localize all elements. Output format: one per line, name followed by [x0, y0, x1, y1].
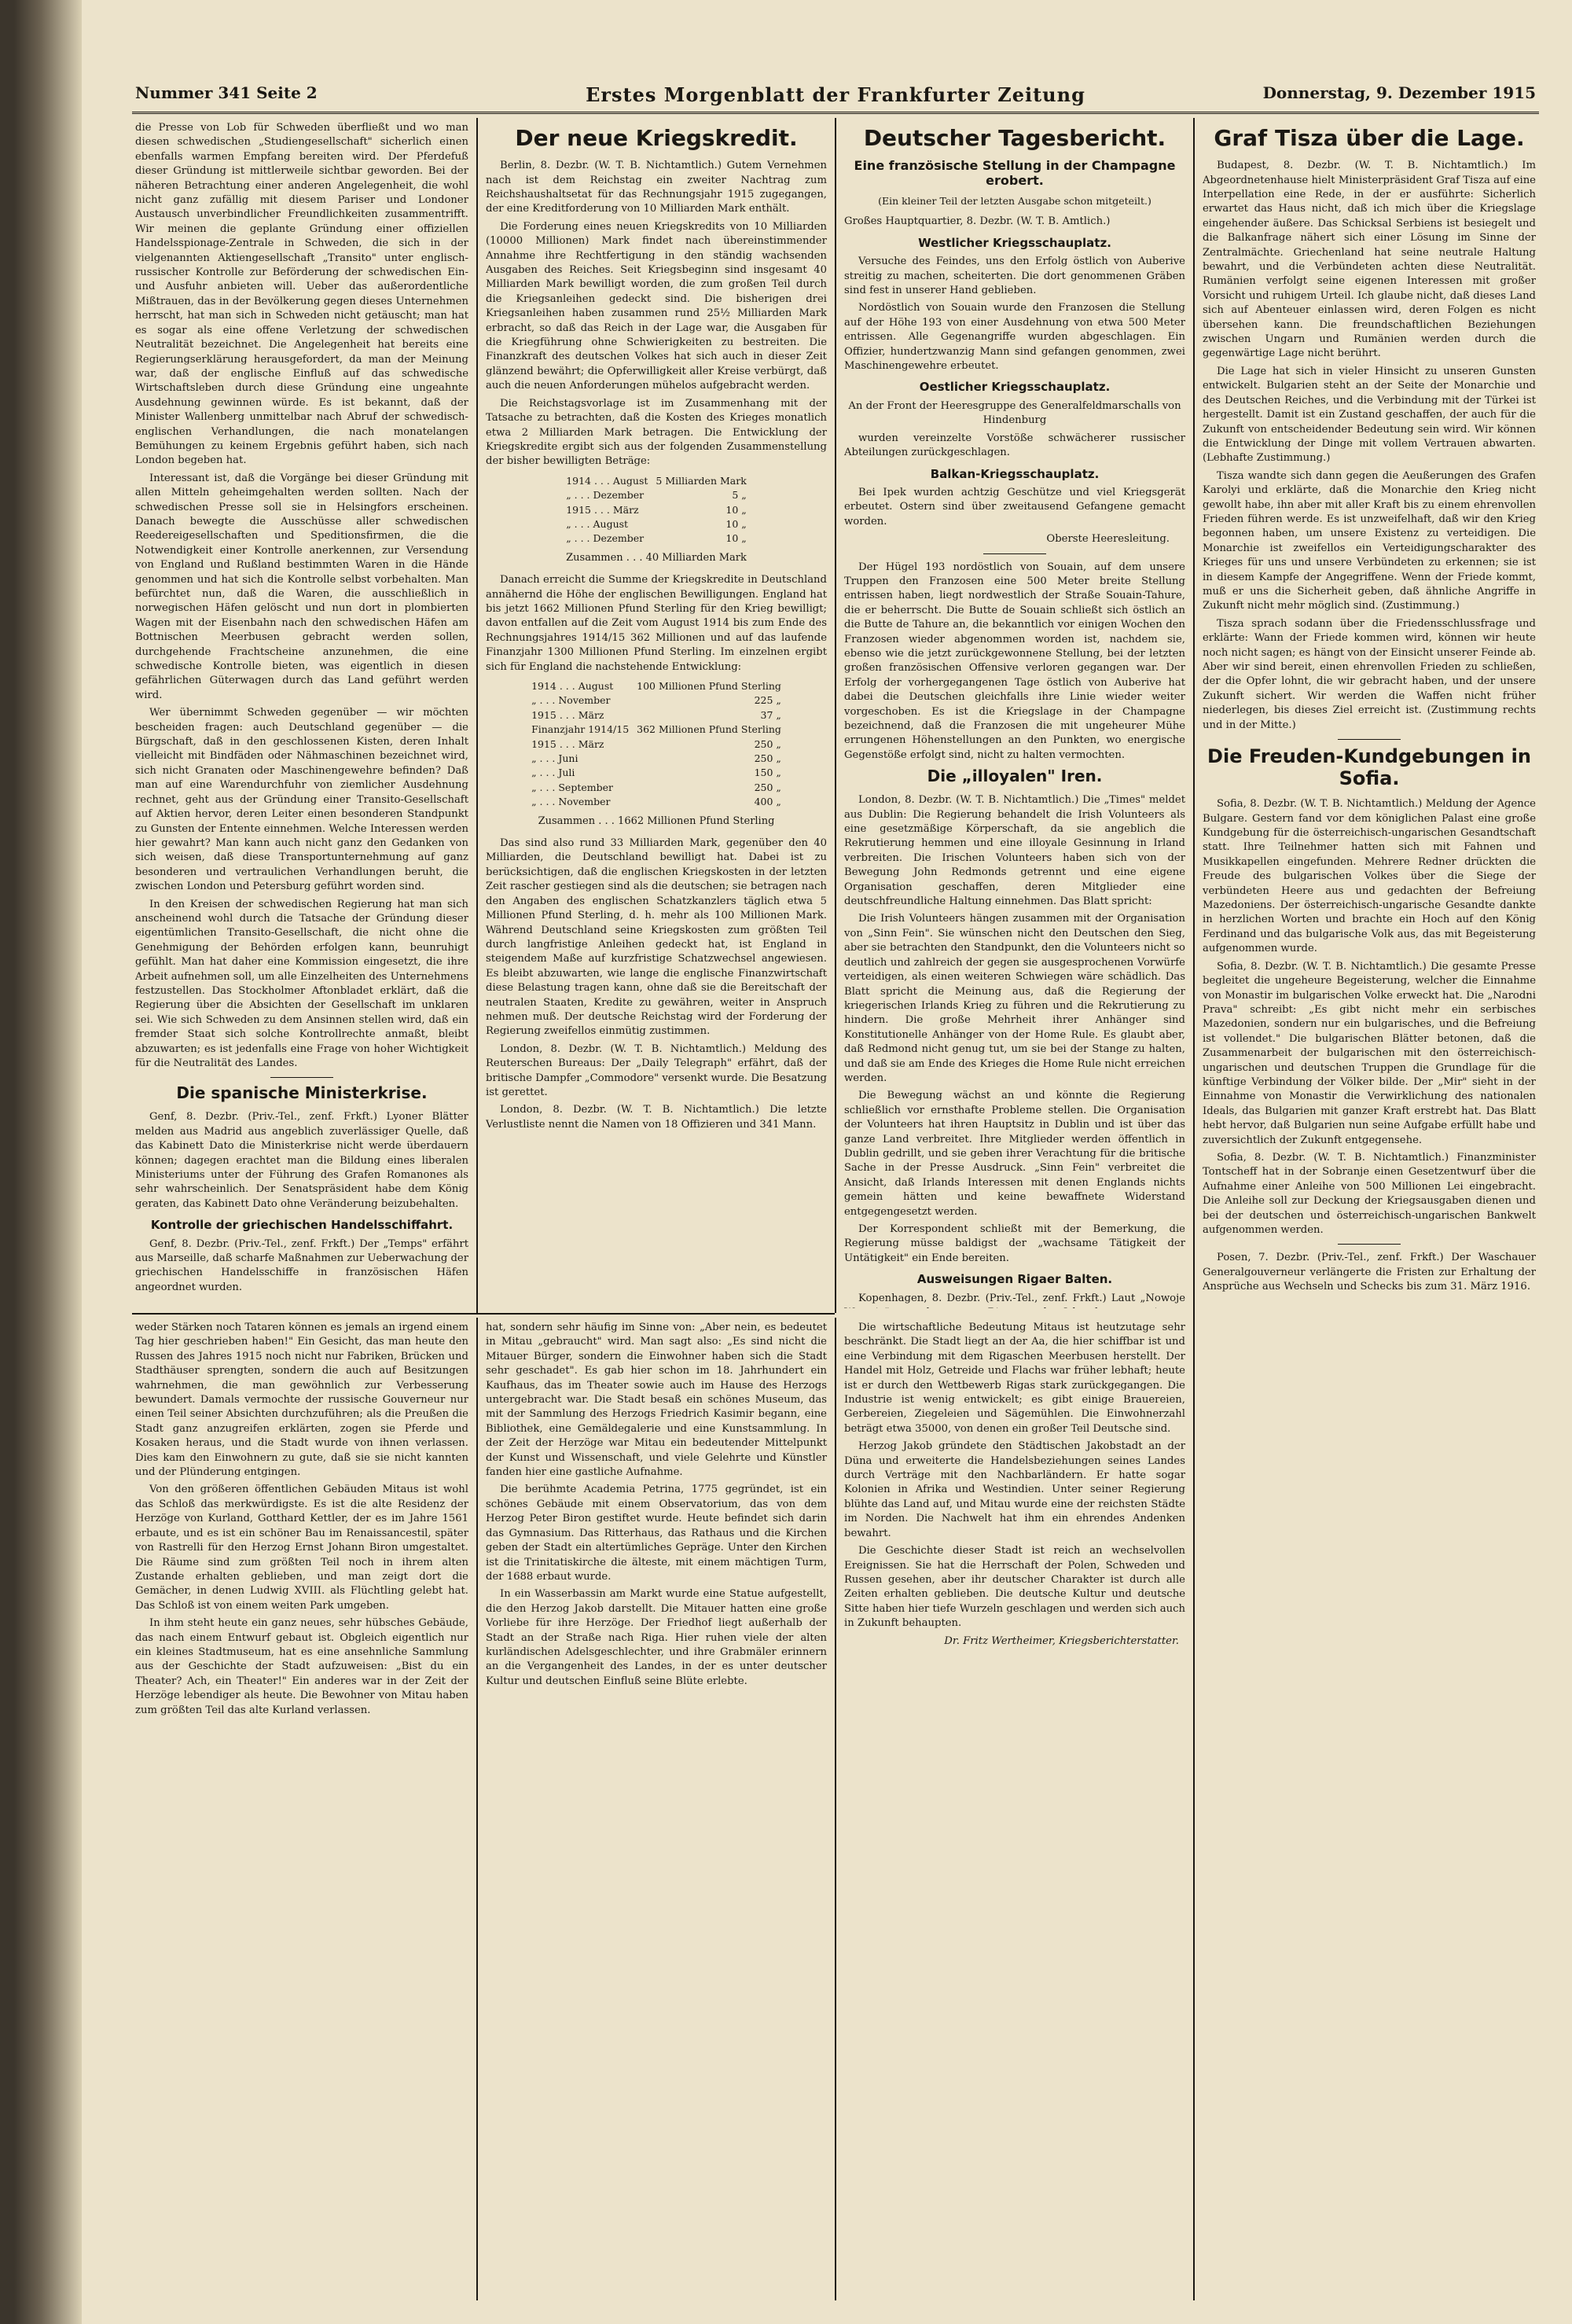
- feuilleton-column-2: [486, 1321, 827, 2299]
- article-text: Wer übernimmt Schweden gegenüber — wir möchten bescheiden fragen: auch Deutschland gegenüber — die Bürgschaft, daß in den geschlossenen Kisten, deren Inhalt vielleicht mit Bindfäden oder Nähmaschinen bezeichnet wird, sich nicht Granaten oder Maschinengewehre befinden? Daß man auf eine Warendurchfuhr von ziemlicher Ausdehnung rechnet, geht aus der Gründung einer Transito-Gesellschaft auf Aktien hervor, deren Leiter einen besonderen Standpunkt zu Gunsten der Entente einnehmen. Welche Interessen werden hier gewahrt? Man kann auch nicht ganz den Gedanken von sich weisen, daß diese Transportunternehmung auf ganz besonderen und vertraulichen Verhandlungen beruht, die zwischen London und Petersburg geführt worden sind.: [135, 707, 468, 893]
- article-text: hat, sondern sehr häufig im Sinne von: „Aber nein, es bedeutet in Mitau „gebraucht" wird. Man sagt also: „Es sind nicht die Mitauer Bürger, sondern die Einwohner haben sich die Stadt sehr geschadet". Es gab hier schon im 18. Jahrhundert ein Kaufhaus, das im Theater sowie auch im Hause des Herzogs untergebracht war. Die Stadt besaß ein schönes Museum, das mit der Sammlung des Herzogs Friedrich Kasimir begann, eine Bibliothek, eine Gemäldegalerie und eine Kunstsammlung. In der Zeit der Herzöge war Mitau ein bedeutender Mittelpunkt der Kunst und Wissenschaft, und viele Gelehrte und Künstler fanden hier eine gastliche Aufnahme.: [486, 1322, 827, 1479]
- table-cell: „ . . . November: [531, 796, 611, 808]
- headline-war-credit: Der neue Kriegskredit.: [515, 125, 798, 151]
- article-text: Der Korrespondent schließt mit der Bemerkung, die Regierung müsse baldigst der „wachsame Tätigkeit der Untätigkeit" ein Ende bereiten.: [844, 1223, 1185, 1264]
- article-text: Tisza wandte sich dann gegen die Aeußerungen des Grafen Karolyi und erklärte, daß die Monarchie den Krieg nicht gewollt habe, ihn aber mit aller Kraft bis zu einem ehrenvollen Frieden führen werde. Es ist unzweifelhaft, daß wir den Krieg begonnen haben, um unsere Existenz zu verteidigen. Die Monarchie ist zweifellos ein Verteidigungscharakter des Krieges für uns und unsere Verbündeten zu erkennen; sie ist in diesem Kampfe der Angegriffene. Wenn der Friede kommt, muß er uns die Sicherheit geben, daß ähnliche Angriffe in Zukunft nicht mehr möglich sind. (Zustimmung.): [1203, 469, 1536, 612]
- table-row: [527, 766, 785, 780]
- newspaper-page: [14, 0, 1572, 2324]
- headline-irish: Die „illoyalen" Iren.: [927, 767, 1103, 786]
- column-rule: [835, 118, 836, 1313]
- table-cell: 5 Milliarden Mark: [656, 474, 747, 487]
- separator: [270, 1077, 333, 1078]
- headline-spain: Die spanische Ministerkrise.: [176, 1083, 428, 1103]
- table-cell: Finanzjahr 1914/15: [531, 723, 630, 736]
- table-row: [527, 752, 785, 766]
- headline-tisza: Graf Tisza über die Lage.: [1214, 125, 1525, 151]
- table-cell: 1915 . . . März: [566, 503, 639, 516]
- feuilleton-column-3: [844, 1321, 1185, 2299]
- article-text: Die Reichstagsvorlage ist im Zusammenhang mit der Tatsache zu betrachten, daß die Kosten des Krieges monatlich etwa 2 Milliarden Mark betragen. Die Entwicklung der Kriegskredite ergibt sich aus der folgenden Zusammenstellung der bisher bewilligten Beträge:: [486, 397, 827, 468]
- article-text: Von den größeren öffentlichen Gebäuden Mitaus ist wohl das Schloß das merkwürdigste. Es ist die alte Residenz der Herzöge von Kurland, Gotthard Kettler, der es im Jahre 1561 erbaute, und es ist ein schöner Bau im Renaissancestil, später von Rastrelli für den Herzog Ernst Johann Biron umgestaltet. Die Räume sind zum größten Teil noch in ihrem alten Zustande erhalten geblieben, und man zeigt dort die Gemächer, in denen Ludwig XVIII. als Flüchtling gelebt hat. Das Schloß ist von einem weiten Park umgeben.: [135, 1484, 468, 1612]
- column-1: [135, 121, 468, 1308]
- table-row: [562, 488, 751, 502]
- article-text: Bei Ipek wurden achtzig Geschütze und viel Kriegsgerät erbeutet. Ostern sind über zweitausend Gefangene gemacht worden.: [844, 486, 1185, 528]
- article-text: Die Geschichte dieser Stadt ist reich an wechselvollen Ereignissen. Sie hat die Herrschaft der Polen, Schweden und Russen gesehen, aber ihr deutscher Charakter ist durch alle Zeiten erhalten geblieben. Die deutsche Kultur und deutsche Sitte haben hier tiefe Wurzeln geschlagen und werden sich auch in Zukunft behaupten.: [844, 1545, 1185, 1630]
- table-cell: „ . . . August: [566, 517, 629, 530]
- section-rule: [132, 1313, 835, 1315]
- table-row: [562, 517, 751, 531]
- newspaper-sheet: [132, 75, 1539, 2308]
- table-cell: „ . . . Dezember: [566, 532, 645, 545]
- section-heading: Balkan-Kriegsschauplatz.: [930, 466, 1100, 481]
- article-text: Die wirtschaftliche Bedeutung Mitaus ist heutzutage sehr beschränkt. Die Stadt liegt an der Aa, die hier schiffbar ist und eine Verbindung mit dem Rigaschen Meerbusen herstellt. Der Handel mit Holz, Getreide und Flachs war früher lebhaft; heute ist er durch den Wettbewerb Rigas stark zurückgegangen. Die Industrie ist wenig entwickelt; es gibt einige Brauereien, Gerbereien, Ziegeleien und Sägemühlen. Die Einwohnerzahl beträgt etwa 35000, von denen ein großer Teil Deutsche sind.: [844, 1322, 1185, 1435]
- table-row: [527, 737, 785, 752]
- article-text: Tisza sprach sodann über die Friedensschlussfrage und erklärte: Wann der Friede kommen wird, können wir heute noch nicht sagen; es hängt von der Einsicht unserer Feinde ab. Aber wir sind bereit, einen ehrenvollen Frieden zu schließen, der die Opfer lohnt, die wir gebracht haben, und der unsere Zukunft sichert. Wir werden die Waffen nicht früher niederlegen, bis dieses Ziel erreicht ist. (Zustimmung rechts und in der Mitte.): [1203, 617, 1536, 731]
- article-text: wurden vereinzelte Vorstöße schwächerer russischer Abteilungen zurückgeschlagen.: [844, 432, 1185, 459]
- table-cell: 10 „: [725, 532, 747, 545]
- article-text: London, 8. Dezbr. (W. T. B. Nichtamtlich.) Die letzte Verlustliste nennt die Namen von 18 Offizieren und 341 Mann.: [486, 1104, 827, 1131]
- credit-table-germany: [562, 474, 751, 546]
- article-text: Sofia, 8. Dezbr. (W. T. B. Nichtamtlich.) Die gesamte Presse begleitet die ungeheure Begeisterung, welcher die Einnahme von Monastir im bulgarischen Volke erweckt hat. Die „Narodni Prava" schreibt: „Es gibt nicht mehr ein serbisches Mazedonien, sondern nur ein bulgarisches, und die Befreiung ist vollendet." Die bulgarischen Blätter betonen, daß die Zusammenarbeit der bulgarischen mit den österreichisch-ungarischen und deutschen Truppen die Grundlage für die künftige Verbindung der Völker bilde. Der „Mir" sieht in der Einnahme von Monastir die Verwirklichung des nationalen Ideals, das Bulgarien mit ganzer Kraft erstrebt hat. Das Blatt hebt hervor, daß Bulgarien nun seine Aufgabe erfüllt habe und zuversichtlich der Zukunft entgegensehe.: [1203, 960, 1536, 1146]
- article-text: Sofia, 8. Dezbr. (W. T. B. Nichtamtlich.) Meldung der Agence Bulgare. Gestern fand vor dem königlichen Palast eine große Kundgebung für die österreichisch-ungarischen Gesandtschaft statt. Ihre Teilnehmer hatten sich mit Fahnen und Musikkapellen eingefunden. Mehrere Redner drückten die Freude des bulgarischen Volkes über die Siege der verbündeten Heere aus und gedachten der Befreiung Mazedoniens. Der österreichisch-ungarische Gesandte dankte in herzlichen Worten und brachte ein Hoch auf den König Ferdinand und das bulgarische Volk aus, das mit Begeisterung aufgenommen wurde.: [1203, 798, 1536, 955]
- issue-date: Donnerstag, 9. Dezember 1915: [1262, 83, 1536, 102]
- article-text: Budapest, 8. Dezbr. (W. T. B. Nichtamtlich.) Im Abgeordnetenhause hielt Ministerpräsident Graf Tisza auf eine Interpellation eine Rede, in der er ausführte: Sicherlich erwartet das Haus nicht, daß ich mich über die Kriegslage eingehender äußere. Das Schicksal Serbiens ist besiegelt und die Balkanfrage nähert sich einer Lösung im Sinne der Zentralmächte. Griechenland hat seine neutrale Haltung bewahrt, und die Verbündeten achten diese Neutralität. Rumänien verfolgt seine eigenen Interessen mit großer Vorsicht und ruhigem Urteil. Ich glaube nicht, daß dieses Land sich auf Abenteuer einlassen wird, deren Folgen es nicht übersehen kann. Die freundschaftlichen Beziehungen zwischen Ungarn und Rumänien werden durch die gegenwärtige Lage nicht berührt.: [1203, 160, 1536, 360]
- table-cell: 225 „: [754, 694, 781, 707]
- column-4: [1203, 121, 1536, 2299]
- credit-table-england: [527, 679, 785, 810]
- dateline: Großes Hauptquartier, 8. Dezbr. (W. T. B. Amtlich.): [844, 215, 1111, 228]
- table-cell: 150 „: [754, 767, 781, 779]
- page-number: Nummer 341 Seite 2: [135, 83, 318, 102]
- masthead: [132, 75, 1539, 114]
- table-cell: „ . . . November: [531, 694, 611, 707]
- article-text: Interessant ist, daß die Vorgänge bei dieser Gründung mit allen Mitteln geheimgehalten werden sollten. Nach der schwedischen Presse soll sie in Helsingfors erscheinen. Danach bewegte die Ausschüsse aller schwedischen Reedereigesellschaften und Speditionsfirmen, die die Notwendigkeit einer Kontrolle anerkennen, zur Versendung von England und Rußland bestimmten Waren in die Hände genommen und hat sich die Kontrolle selbst vorbehalten. Man befürchtet nun, daß die Waren, die ausschließlich in norwegischen Häfen gelöscht und nun dort in plombierten Wagen mit der Eisenbahn nach den schwedischen Häfen am Bottnischen Meerbusen gebracht werden sollen, durchgehende Frachtscheine anzunehmen, die eine schwedische Kontrolle bieten, was eigentlich in diesen gefährlichen Güterwagen durch das Land geführt werden wird.: [135, 472, 468, 701]
- article-text: Genf, 8. Dezbr. (Priv.-Tel., zenf. Frkft.) Lyoner Blätter melden aus Madrid aus angeblich zuverlässiger Quelle, daß das Kabinett Dato die Ministerkrise nicht werde überdauern können; dagegen erachtet man die Bildung eines liberalen Ministeriums unter der Führung des Grafen Romanones als sehr wahrscheinlich. Der Senatspräsident habe dem König geraten, das Kabinett Dato ohne Veränderung beizubehalten.: [135, 1111, 468, 1210]
- article-text: Berlin, 8. Dezbr. (W. T. B. Nichtamtlich.) Gutem Vernehmen nach ist dem Reichstag ein zweiter Nachtrag zum Reichshaushaltsetat für das Rechnungsjahr 1915 zugegangen, der eine Kreditforderung von 10 Milliarden Mark enthält.: [486, 160, 827, 215]
- table-cell: „ . . . Juni: [531, 752, 578, 765]
- feuilleton-column-1: [135, 1321, 468, 2299]
- article-text: An der Front der Heeresgruppe des Generalfeldmarschalls von Hindenburg: [848, 399, 1181, 427]
- table-row: [562, 531, 751, 546]
- table-cell: 250 „: [754, 737, 781, 750]
- table-row: [562, 474, 751, 488]
- article-text: Die Irish Volunteers hängen zusammen mit der Organisation von „Sinn Fein". Sie wünschen nicht den Deutschen den Sieg, aber sie betrachten den Standpunkt, den die Volunteers nicht so deutlich und zahlreich der gegen sie ausgesprochenen Vorwürfe verteidigen, als einen weiteren Schwiegen wäre schädlich. Das Blatt spricht die Meinung aus, daß die Regierung der kriegerischen Irlands Krieg zu führen und die Rekrutierung zu hindern. Die große Mehrheit ihrer Anhänger sind Konstitutionelle Anhänger von der Home Rule. Es glaubt aber, daß Redmond nicht genug tut, um sie bei der Stange zu halten, und daß sie am Ende des Krieges die Home Rule nicht erreichen werden.: [844, 913, 1185, 1084]
- section-heading: Oestlicher Kriegsschauplatz.: [919, 380, 1111, 395]
- article-text: Das sind also rund 33 Milliarden Mark, gegenüber den 40 Milliarden, die Deutschland bewilligt hat. Dabei ist zu berücksichtigen, daß die englischen Kriegskosten in der letzten Zeit rascher gestiegen sind als die deutschen; sie betragen nach den Angaben des englischen Schatzkanzlers täglich etwa 5 Millionen Pfund Sterling, d. h. mehr als 100 Millionen Mark. Während Deutschland seine Kriegskosten zum größten Teil durch langfristige Anleihen gedeckt hat, ist England in steigendem Maße auf kurzfristige Schatzwechsel angewiesen. Es bleibt abzuwarten, wie lange die englische Finanzwirtschaft diese Belastung tragen kann, ohne daß sie die Bereitschaft der neutralen Staaten, Kredite zu gewähren, weiter in Anspruch nehmen muß. Der deutsche Reichstag wird der Forderung der Regierung zweifellos einmütig zustimmen.: [486, 837, 827, 1038]
- separator: [1338, 1244, 1401, 1245]
- article-text: Sofia, 8. Dezbr. (W. T. B. Nichtamtlich.) Finanzminister Tontscheff hat in der Sobranje einen Gesetzentwurf über die Aufnahme einer Anleihe von 500 Millionen Lei eingebracht. Die Anleihe soll zur Deckung der Kriegsausgaben dienen und bei der deutschen und österreichisch-ungarischen Bankwelt aufgenommen werden.: [1203, 1151, 1536, 1236]
- article-text: Danach erreicht die Summe der Kriegskredite in Deutschland annähernd die Höhe der englischen Bewilligungen. England hat bis jetzt 1662 Millionen Pfund Sterling für den Krieg bewilligt; davon entfallen auf die Zeit vom August 1914 bis zum Ende des Rechnungsjahres 1914/15 362 Millionen und auf das laufende Finanzjahr 1300 Millionen Pfund Sterling. Im einzelnen ergibt sich für England die nachstehende Entwicklung:: [486, 574, 827, 673]
- table-cell: 250 „: [754, 781, 781, 793]
- article-text: Die Bewegung wächst an und könnte die Regierung schließlich vor ernsthafte Probleme stellen. Die Organisation der Volunteers hat ihren Hauptsitz in Dublin und ist über das ganze Land verbreitet. Ihre Mitglieder werden öffentlich in Dublin gedrillt, und sie geben ihrer Verachtung für die britische Sache in der Presse Ausdruck. „Sinn Fein" verbreitet die Ansicht, daß Irlands Interessen mit denen Englands nichts gemein hätten und keine bewaffnete Widerstand entgegengesetzt werden.: [844, 1090, 1185, 1218]
- table-cell: „ . . . Juli: [531, 767, 575, 779]
- table-cell: 250 „: [754, 752, 781, 765]
- headline-riga: Ausweisungen Rigaer Balten.: [916, 1272, 1113, 1287]
- article-text: Die Lage hat sich in vieler Hinsicht zu unseren Gunsten entwickelt. Bulgarien steht an der Seite der Monarchie und des Deutschen Reiches, und die Verbindung mit der Türkei ist hergestellt. Damit ist ein Zustand geschaffen, der auch für die Zukunft von entscheidender Bedeutung sein wird. Wir können die Entwicklung der Dinge mit vollem Vertrauen abwarten. (Lebhafte Zustimmung.): [1203, 365, 1536, 465]
- article-text: Genf, 8. Dezbr. (Priv.-Tel., zenf. Frkft.) Der „Temps" erfährt aus Marseille, daß scharfe Maßnahmen zur Ueberwachung der griechischen Handelsschiffe in französischen Häfen angeordnet wurden.: [135, 1237, 468, 1293]
- article-text: Posen, 7. Dezbr. (Priv.-Tel., zenf. Frkft.) Der Waschauer Generalgouverneur verlängerte die Fristen zur Erhaltung der Ansprüche aus Wechseln und Schecks bis zum 31. März 1916.: [1203, 1252, 1536, 1293]
- article-text: Herzog Jakob gründete den Städtischen Jakobstadt an der Düna und erweiterte die Handelsbeziehungen seines Landes durch Verträge mit den Nachbarländern. Er hatte sogar Kolonien in Afrika und Westindien. Unter seiner Regierung blühte das Land auf, und Mitau wurde eine der reichsten Städte im Norden. Die Nachwelt hat ihm ein ehrendes Andenken bewahrt.: [844, 1440, 1185, 1539]
- table-cell: „ . . . September: [531, 781, 613, 793]
- table-row: [527, 708, 785, 723]
- table-cell: 400 „: [754, 796, 781, 808]
- headline-sofia: Die Freuden-Kundgebungen in Sofia.: [1207, 745, 1531, 789]
- table-cell: 1915 . . . März: [531, 708, 604, 721]
- table-row: [527, 781, 785, 795]
- table-row: [527, 693, 785, 708]
- article-text: Die berühmte Academia Petrina, 1775 gegründet, ist ein schönes Gebäude mit einem Observatorium, das von dem Herzog Peter Biron gestiftet wurde. Heute befindet sich darin das Gymnasium. Das Ritterhaus, das Rathaus und die Kirchen geben der Stadt ein altertümliches Gepräge. Unter den Kirchen ist die Trinitatiskirche die älteste, mit einem mächtigen Turm, der 1688 erbaut wurde.: [486, 1484, 827, 1583]
- table-row: [527, 723, 785, 737]
- table-row: [527, 679, 785, 693]
- table-cell: 1915 . . . März: [531, 737, 604, 750]
- table-row: [562, 503, 751, 517]
- table-row: [527, 795, 785, 809]
- article-text: Kopenhagen, 8. Dezbr. (Priv.-Tel., zenf. Frkft.) Laut „Nowoje: [858, 1292, 1185, 1304]
- table-cell: 10 „: [725, 517, 747, 530]
- article-text: weder Stärken noch Tataren können es jemals an irgend einem Tag hier geschrieben haben!" Ein Gesicht, das man heute den Russen des Jahres 1915 noch nicht nur Fabriken, Brücken und Stadthäuser sprengten, sondern die auch auf Besitzungen wahrnehmen, die man gewöhnlich zur Verbesserung bewundert. Damals vermochte der russische Gouverneur nur einen Teil seiner Absichten durchzuführen; als die Preußen die Stadt ganz anzugreifen erklärten, zogen sie Pferde und Kosaken heraus, und die Stadt wurde von ihnen verlassen. Dies kam den Einwohnern zu gute, daß sie sie nicht kannten und der Plünderung entgingen.: [135, 1322, 468, 1479]
- table-total: Zusammen . . . 1662 Millionen Pfund Sterling: [538, 815, 775, 827]
- section-heading: Westlicher Kriegsschauplatz.: [918, 235, 1111, 250]
- article-text: die Presse von Lob für Schweden überfließt und wo man diesen schwedischen „Studiengesellschaft" sicherlich einen ebenfalls warmen Empfang bereiten wird. Der Pferdefuß dieser Gründung ist mittlerweile sichtbar geworden. Bei der näheren Betrachtung einer anderen Angelegenheit, die wohl nicht ganz zufällig mit diesem Pariser und Londoner Austausch unverbindlicher Freundlichkeiten zusammentrifft. Wir meinen die geplante Gründung einer offiziellen Handelsspionage-Zentrale in Schweden, die sich in der vielgenannten Aktiengesellschaft „Transito" unter englisch-russischer Kontrolle zur Beförderung der schwedischen Ein- und Ausfuhr anbieten will. Ueber das außerordentliche Mißtrauen, das in der Bevölkerung gegen dieses Unternehmen herrscht, hat man sich in Schweden nicht getäuscht; man hat es sogar als eine offene Verletzung der schwedischen Neutralität bezeichnet. Die Angelegenheit hat bereits eine Regierungserklärung herausgefordert, da man der Meinung war, daß der englische Einfluß auf das schwedische Wirtschaftsleben durch diese Gründung eine ungeahnte Ausdehnung gewinnen würde. Es ist bekannt, daß der Minister Wallenberg unmittelbar nach Abruf der schwedisch-englischen Verhandlungen, die nach monatelangen Bemühungen zu keinem Ergebnis geführt haben, sich nach London begeben hat.: [135, 122, 468, 467]
- column-rule: [476, 1318, 478, 2300]
- author-signature: Dr. Fritz Wertheimer, Kriegsberichterstatter.: [944, 1635, 1179, 1647]
- separator: [983, 553, 1046, 554]
- column-rule: [835, 1318, 836, 2300]
- table-cell: 100 Millionen Pfund Sterling: [637, 680, 781, 692]
- table-cell: 362 Millionen Pfund Sterling: [637, 723, 781, 736]
- separator: [1338, 739, 1401, 740]
- newspaper-title: Erstes Morgenblatt der Frankfurter Zeitung: [586, 83, 1085, 106]
- article-text: Nordöstlich von Souain wurde den Franzosen die Stellung auf der Höhe 193 von einer Ausdehnung von etwa 500 Meter entrissen. Alle Gegenangriffe wurden abgeschlagen. Ein Offizier, hundertzwanzig Mann sind gefangen genommen, zwei Maschinengewehre erbeutet.: [844, 302, 1185, 373]
- note: (Ein kleiner Teil der letzten Ausgabe schon mitgeteilt.): [878, 195, 1151, 207]
- column-2: [486, 121, 827, 1308]
- table-cell: 10 „: [725, 503, 747, 516]
- table-cell: 1914 . . . August: [531, 680, 614, 692]
- subheadline: Eine französische Stellung in der Champagne erobert.: [854, 158, 1176, 188]
- article-text: Versuche des Feindes, uns den Erfolg östlich von Auberive streitig zu machen, scheiterten. Die dort genommenen Gräben sind fest in unserer Hand geblieben.: [844, 256, 1185, 297]
- table-cell: 1914 . . . August: [566, 474, 648, 487]
- article-text: London, 8. Dezbr. (W. T. B. Nichtamtlich.) Die „Times" meldet aus Dublin: Die Regierung behandelt die Irish Volunteers als eine gesetzmäßige Körperschaft, da sie angeblich die Rekrutierung hemmen und eine illoyale Gesinnung in Irland verbreiten. Die Irischen Volunteers haben sich von der Bewegung John Redmonds getrennt und eine eigene Organisation geschaffen, deren Mitglieder eine deutschfreundliche Haltung einnehmen. Das Blatt spricht:: [844, 794, 1185, 908]
- article-text: Die Forderung eines neuen Kriegskredits von 10 Milliarden (10000 Millionen) Mark findet nach übereinstimmender Annahme ihre Rechtfertigung in den ständig wachsenden Ausgaben des Reiches. Seit Kriegsbeginn sind insgesamt 40 Milliarden Mark bewilligt worden, die zum großen Teil durch die Kriegsanleihen gedeckt sind. Die bisherigen drei Kriegsanleihen haben zusammen rund 25½ Milliarden Mark erbracht, so daß das Reich in der Lage war, die Ausgaben für die Kriegführung ohne Schwierigkeiten zu bestreiten. Die Finanzkraft des deutschen Volkes hat sich auch in dieser Zeit glänzend bewährt; die Opferwilligkeit aller Kreise verbürgt, daß auch die neuen Anforderungen mühelos aufgebracht werden.: [486, 220, 827, 392]
- book-spine: [14, 0, 82, 2324]
- signoff: Oberste Heeresleitung.: [1046, 533, 1170, 546]
- table-cell: 5 „: [732, 489, 747, 502]
- article-text: Der Hügel 193 nordöstlich von Souain, auf dem unsere Truppen den Franzosen eine 500 Meter breite Stellung entrissen haben, liegt nordwestlich der Straße Souain-Tahure, die er beherrscht. Die Butte de Souain schließt sich östlich an die Butte de Tahure an, die bekanntlich vor einigen Wochen den Franzosen wieder abgenommen worden ist, nachdem sie, ebenso wie die jetzt zurückgewonnene Stellung, bei der letzten großen französischen Offensive verloren gegangen war. Der Erfolg der vorhergegangenen Tage östlich von Auberive hat dabei die Deutschen gleichfalls ihre Linie wieder weiter vorgeschoben. Es ist die Kriegslage in der Champagne bezeichnend, daß die Franzosen die mit ungeheurer Mühe errungenen Höhenstellungen an den Punkten, wo energische Gegenstöße erfolgt sind, nicht zu halten vermochten.: [844, 561, 1185, 761]
- article-text: In den Kreisen der schwedischen Regierung hat man sich anscheinend wohl durch die Tatsache der Gründung dieser eigentümlichen Transito-Gesellschaft, die nicht ohne die Genehmigung der Behörden erfolgen kann, beunruhigt gefühlt. Man hat daher eine Kommission eingesetzt, die ihre Arbeit aufnehmen soll, um alle Einzelheiten des Unternehmens festzustellen. Das Stockholmer Aftonbladet erklärt, daß die Regierung über die Absichten der Gesellschaft im unklaren sei. Wie sich Schweden zu dem Ansinnen stellen wird, daß ein fremder Staat sich solche Kontrollrechte anmaßt, bleibt abzuwarten; es ist jedenfalls eine Frage von hoher Wichtigkeit für die Neutralität des Landes.: [135, 898, 468, 1069]
- article-text: In ihm steht heute ein ganz neues, sehr hübsches Gebäude, das nach einem Entwurf gebaut ist. Obgleich eigentlich nur ein kleines Stadtmuseum, hat es eine ansehnliche Sammlung aus der Geschichte der Stadt aufzuweisen: „Bist du ein Theater? Ach, ein Theater!" Ein anderes war in der Zeit der Herzöge lebendiger als heute. Die Bewohner von Mitau haben zum größten Teil das alte Kurland verlassen.: [135, 1617, 468, 1716]
- column-rule: [476, 118, 478, 1313]
- column-rule: [1193, 1313, 1195, 2300]
- headline-control: Kontrolle der griechischen Handelsschiffahrt.: [150, 1218, 454, 1233]
- article-text: In ein Wasserbassin am Markt wurde eine Statue aufgestellt, die den Herzog Jakob darstellt. Die Mitauer hatten eine große Vorliebe für ihre Herzöge. Der Friedhof liegt außerhalb der Stadt an der Straße nach Riga. Hier ruhen viele der alten kurländischen Adelsgeschlechter, und ihre Grabmäler erinnern an die Vergangenheit des Landes, in der es unter deutscher Kultur und deutschen Einfluß seine Blüte erlebte.: [486, 1588, 827, 1687]
- column-rule: [1193, 118, 1195, 1313]
- table-total: Zusammen . . . 40 Milliarden Mark: [566, 551, 747, 564]
- article-text: London, 8. Dezbr. (W. T. B. Nichtamtlich.) Meldung des Reuterschen Bureaus: Der „Daily Telegraph" erfährt, daß der britische Dampfer „Commodore" versenkt wurde. Die Besatzung ist gerettet.: [486, 1042, 827, 1098]
- headline-daily-report: Deutscher Tagesbericht.: [863, 125, 1166, 151]
- table-cell: „ . . . Dezember: [566, 489, 645, 502]
- column-3: [844, 121, 1185, 1308]
- table-cell: 37 „: [760, 708, 781, 721]
